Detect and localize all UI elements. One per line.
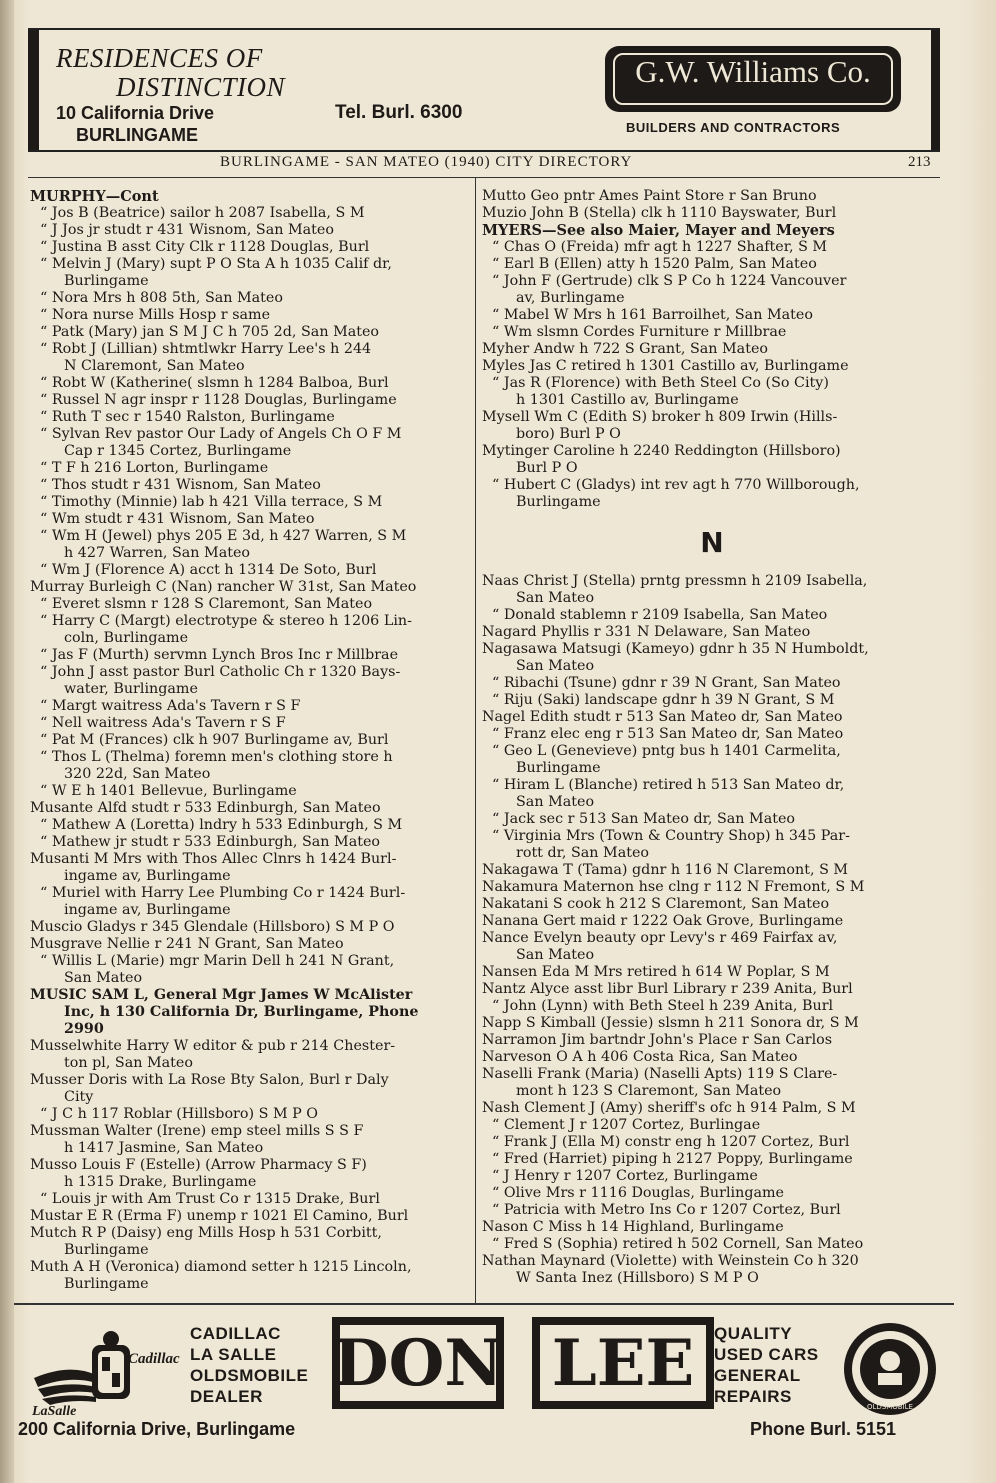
directory-entry xyxy=(482,777,942,811)
directory-entry xyxy=(482,1049,942,1066)
entry-text: “ Louis jr with Am Trust Co r 1315 Drake, Burl xyxy=(40,1191,380,1207)
entry-text: “ Nora nurse Mills Hosp r same xyxy=(40,307,271,323)
directory-entry xyxy=(30,239,470,256)
directory-entry xyxy=(30,885,470,919)
entry-continuation: N Claremont, San Mateo xyxy=(64,358,245,374)
directory-entry xyxy=(482,743,942,777)
entry-text: “ Mabel W Mrs h 161 Barroilhet, San Mateo xyxy=(492,307,813,323)
directory-entry xyxy=(482,573,942,607)
service-line: USED CARS xyxy=(714,1345,819,1364)
directory-entry xyxy=(482,1032,942,1049)
ad-left-block xyxy=(56,44,376,146)
dealer-line: CADILLAC xyxy=(190,1324,281,1343)
entry-continuation: San Mateo xyxy=(516,794,595,810)
ad-right-bar xyxy=(931,30,940,150)
entry-continuation: rott dr, San Mateo xyxy=(516,845,650,861)
service-line: GENERAL xyxy=(714,1366,801,1385)
entry-continuation: San Mateo xyxy=(516,658,595,674)
entry-continuation: Burl P O xyxy=(516,460,578,476)
directory-entry xyxy=(30,1038,470,1072)
entry-continuation: Burlingame xyxy=(64,273,149,289)
directory-entry xyxy=(482,443,942,477)
dealer-line: DEALER xyxy=(190,1387,263,1406)
entry-text: “ Jas F (Murth) servmn Lynch Bros Inc r Millbrae xyxy=(40,647,399,663)
entry-text: Mytinger Caroline h 2240 Reddington (Hillsboro) xyxy=(482,443,841,459)
directory-entry xyxy=(482,358,942,375)
entry-text: “ Mathew A (Loretta) lndry h 533 Edinburgh, S M xyxy=(40,817,403,833)
directory-entry xyxy=(482,641,942,675)
entry-text: “ John (Lynn) with Beth Steel h 239 Anita, Burl xyxy=(492,998,834,1014)
section-letter: N xyxy=(700,526,724,559)
dealer-address: 200 California Drive, Burlingame xyxy=(18,1419,296,1439)
entry-text: Nance Evelyn beauty opr Levy's r 469 Fairfax av, xyxy=(482,930,838,946)
directory-entry xyxy=(30,460,470,477)
entry-text: “ Muriel with Harry Lee Plumbing Co r 1424 Burl- xyxy=(40,885,406,901)
directory-entry xyxy=(482,1134,942,1151)
entry-text: “ Robt W (Katherine( slsmn h 1284 Balboa, Burl xyxy=(40,375,389,391)
directory-entry xyxy=(30,1208,470,1225)
entry-text: Nansen Eda M Mrs retired h 614 W Poplar, S M xyxy=(482,964,830,980)
company-name: G.W. Williams Co. xyxy=(635,54,871,89)
directory-entry xyxy=(30,1259,470,1293)
entry-text: “ Thos L (Thelma) foremn men's clothing store h xyxy=(40,749,393,765)
entry-text: “ Timothy (Minnie) lab h 421 Villa terrace, S M xyxy=(40,494,383,510)
entry-continuation: Burlingame xyxy=(516,494,601,510)
entry-text: Musselwhite Harry W editor & pub r 214 Chester- xyxy=(30,1038,396,1054)
entry-text: MUSIC SAM L, General Mgr James W McAlister xyxy=(30,987,413,1003)
top-advertisement xyxy=(28,28,940,152)
dealer-line: OLDSMOBILE xyxy=(190,1366,309,1385)
entry-text: “ Clement J r 1207 Cortez, Burlingae xyxy=(492,1117,761,1133)
entry-continuation: ton pl, San Mateo xyxy=(64,1055,193,1071)
directory-entry xyxy=(482,1168,942,1185)
company-logo xyxy=(605,46,901,112)
directory-entry xyxy=(30,579,470,596)
directory-entry xyxy=(30,664,470,698)
directory-entry xyxy=(482,1236,942,1253)
entry-text: “ Wm studt r 431 Wisnom, San Mateo xyxy=(40,511,315,527)
directory-entry xyxy=(30,307,470,324)
entry-continuation: av, Burlingame xyxy=(516,290,625,306)
ad-address: 10 California Drive xyxy=(56,103,215,123)
directory-entry xyxy=(30,817,470,834)
directory-entry xyxy=(30,1225,470,1259)
directory-entry xyxy=(482,828,942,862)
directory-entry xyxy=(30,256,470,290)
directory-entry xyxy=(30,783,470,800)
company-tagline: BUILDERS AND CONTRACTORS xyxy=(626,120,841,135)
directory-entry xyxy=(30,613,470,647)
entry-text: Narramon Jim bartndr John's Place r San Carlos xyxy=(482,1032,833,1048)
entry-text: “ Justina B asst City Clk r 1128 Douglas, Burl xyxy=(40,239,370,255)
entry-text: “ Sylvan Rev pastor Our Lady of Angels Ch O F M xyxy=(40,426,402,442)
directory-entry xyxy=(482,1066,942,1100)
directory-entry xyxy=(30,1191,470,1208)
entry-continuation: Burlingame xyxy=(64,1276,149,1292)
directory-entry xyxy=(30,749,470,783)
right-column xyxy=(482,188,942,1287)
entry-text: Myher Andw h 722 S Grant, San Mateo xyxy=(482,341,769,357)
directory-entry xyxy=(30,732,470,749)
entry-text: “ Olive Mrs r 1116 Douglas, Burlingame xyxy=(492,1185,785,1201)
running-head: BURLINGAME - SAN MATEO (1940) CITY DIRECTORY xyxy=(220,154,633,170)
entry-text: “ Thos studt r 431 Wisnom, San Mateo xyxy=(40,477,321,493)
directory-entry xyxy=(482,477,942,511)
entry-text: “ Riju (Saki) landscape gdnr h 39 N Grant, S M xyxy=(492,692,835,708)
directory-entry xyxy=(30,1123,470,1157)
entry-text: “ Robt J (Lillian) shtmtlwkr Harry Lee's h 244 xyxy=(40,341,372,357)
entry-continuation: City xyxy=(64,1089,94,1105)
entry-text: Musser Doris with La Rose Bty Salon, Burl r Daly xyxy=(30,1072,389,1088)
entry-text: “ T F h 216 Lorton, Burlingame xyxy=(40,460,269,476)
directory-entry xyxy=(30,494,470,511)
directory-entry xyxy=(30,698,470,715)
entry-text: Nantz Alyce asst libr Burl Library r 239 Anita, Burl xyxy=(482,981,853,997)
entry-continuation: ingame av, Burlingame xyxy=(64,902,231,918)
entry-continuation: Burlingame xyxy=(516,760,601,776)
entry-text: “ Patricia with Metro Ins Co r 1207 Cortez, Burl xyxy=(492,1202,841,1218)
entry-text: “ Wm H (Jewel) phys 205 E 3d, h 427 Warren, S M xyxy=(40,528,407,544)
cadillac-logo-text: Cadillac xyxy=(128,1351,180,1367)
entry-text: Musgrave Nellie r 241 N Grant, San Mateo xyxy=(30,936,344,952)
directory-entry xyxy=(30,562,470,579)
entry-text: Nakamura Maternon hse clng r 112 N Fremont, S M xyxy=(482,879,865,895)
entry-text: “ Willis L (Marie) mgr Marin Dell h 241 N Grant, xyxy=(40,953,395,969)
entry-text: “ Pat M (Frances) clk h 907 Burlingame av, Burl xyxy=(40,732,389,748)
entry-text: “ Melvin J (Mary) supt P O Sta A h 1035 Calif dr, xyxy=(40,256,392,272)
directory-entry xyxy=(30,1072,470,1106)
entry-text: Muth A H (Veronica) diamond setter h 1215 Lincoln, xyxy=(30,1259,412,1275)
entry-text: Musso Louis F (Estelle) (Arrow Pharmacy S F) xyxy=(30,1157,367,1173)
entry-continuation: boro) Burl P O xyxy=(516,426,621,442)
entry-text: Nanana Gert maid r 1222 Oak Grove, Burlingame xyxy=(482,913,844,929)
directory-entry xyxy=(482,709,942,726)
entry-text: “ Margt waitress Ada's Tavern r S F xyxy=(40,698,301,714)
directory-entry xyxy=(482,1219,942,1236)
entry-continuation: h 1315 Drake, Burlingame xyxy=(64,1174,257,1190)
entry-continuation: water, Burlingame xyxy=(64,681,198,697)
entry-text: Mussman Walter (Irene) emp steel mills S S F xyxy=(30,1123,364,1139)
entry-text: Nason C Miss h 14 Highland, Burlingame xyxy=(482,1219,784,1235)
entry-text: “ Chas O (Freida) mfr agt h 1227 Shafter, S M xyxy=(492,239,828,255)
entry-text: “ Everet slsmn r 128 S Claremont, San Mateo xyxy=(40,596,373,612)
entry-text: Musante Alfd studt r 533 Edinburgh, San Mateo xyxy=(30,800,381,816)
directory-entry xyxy=(482,624,942,641)
column-divider xyxy=(475,178,476,1303)
entry-text: Nash Clement J (Amy) sheriff's ofc h 914 Palm, S M xyxy=(482,1100,856,1116)
entry-text: Mutch R P (Daisy) eng Mills Hosp h 531 Corbitt, xyxy=(30,1225,382,1241)
left-column xyxy=(30,188,470,1293)
directory-entry xyxy=(482,964,942,981)
directory-entry xyxy=(482,879,942,896)
entry-continuation: W Santa Inez (Hillsboro) S M P O xyxy=(516,1270,759,1286)
directory-entry xyxy=(30,511,470,528)
directory-entry xyxy=(30,477,470,494)
entry-text: “ J Henry r 1207 Cortez, Burlingame xyxy=(492,1168,758,1184)
entry-text: “ J Jos jr studt r 431 Wisnom, San Mateo xyxy=(40,222,334,238)
page-number: 213 xyxy=(908,154,931,170)
entry-text: Nagasawa Matsugi (Kameyo) gdnr h 35 N Humboldt, xyxy=(482,641,869,657)
entry-text: Narveson O A h 406 Costa Rica, San Mateo xyxy=(482,1049,798,1065)
entry-text: “ Jos B (Beatrice) sailor h 2087 Isabella, S M xyxy=(40,205,365,221)
directory-entry xyxy=(482,1253,942,1287)
directory-entry xyxy=(482,324,942,341)
service-line: QUALITY xyxy=(714,1324,793,1343)
cadillac-lasalle-logo xyxy=(30,1323,190,1418)
entry-text: “ Nell waitress Ada's Tavern r S F xyxy=(40,715,286,731)
directory-entry xyxy=(482,273,942,307)
directory-entry xyxy=(482,1015,942,1032)
directory-entry xyxy=(30,222,470,239)
entry-text: “ Fred (Harriet) piping h 2127 Poppy, Burlingame xyxy=(492,1151,853,1167)
directory-entry xyxy=(482,205,942,222)
directory-entry xyxy=(30,1157,470,1191)
entry-text: Mutto Geo pntr Ames Paint Store r San Bruno xyxy=(482,188,817,204)
directory-entry xyxy=(30,919,470,936)
directory-entry xyxy=(482,896,942,913)
page-binding xyxy=(0,0,14,1483)
entry-text: Nakagawa T (Tama) gdnr h 116 N Claremont, S M xyxy=(482,862,849,878)
directory-entry xyxy=(482,1100,942,1117)
ad-city: BURLINGAME xyxy=(76,125,198,145)
directory-entry xyxy=(482,1117,942,1134)
entry-text: “ Ribachi (Tsune) gdnr r 39 N Grant, San Mateo xyxy=(492,675,841,691)
directory-entry xyxy=(482,1185,942,1202)
entry-text: Naas Christ J (Stella) prntg pressmn h 2109 Isabella, xyxy=(482,573,868,589)
dealer-lines xyxy=(190,1323,308,1407)
entry-continuation: Cap r 1345 Cortez, Burlingame xyxy=(64,443,292,459)
entry-continuation: Burlingame xyxy=(64,1242,149,1258)
directory-entry xyxy=(30,426,470,460)
directory-entry xyxy=(30,800,470,817)
entry-text: Naselli Frank (Maria) (Naselli Apts) 119 S Clare- xyxy=(482,1066,838,1082)
ad-headline-2: DISTINCTION xyxy=(116,72,286,102)
service-line: REPAIRS xyxy=(714,1387,792,1406)
entry-continuation: coln, Burlingame xyxy=(64,630,189,646)
directory-entry xyxy=(482,811,942,828)
surname-heading xyxy=(30,188,470,205)
directory-entry xyxy=(482,239,942,256)
directory-entry xyxy=(30,953,470,987)
bottom-advertisement xyxy=(14,1305,954,1470)
directory-entry xyxy=(482,726,942,743)
directory-entry xyxy=(482,981,942,998)
entry-continuation: Inc, h 130 California Dr, Burlingame, Phone 2990 xyxy=(64,1004,419,1037)
directory-entry xyxy=(30,834,470,851)
entry-text: “ Hiram L (Blanche) retired h 513 San Mateo dr, xyxy=(492,777,845,793)
directory-entry xyxy=(482,341,942,358)
directory-entry xyxy=(482,1202,942,1219)
entry-text: “ J C h 117 Roblar (Hillsboro) S M P O xyxy=(40,1106,319,1122)
directory-entry xyxy=(482,375,942,409)
oldsmobile-logo-text: OLDSMOBILE xyxy=(867,1403,913,1411)
entry-continuation: San Mateo xyxy=(516,947,595,963)
entry-continuation: San Mateo xyxy=(516,590,595,606)
directory-entry xyxy=(482,607,942,624)
directory-entry xyxy=(482,930,942,964)
entry-text: “ Harry C (Margt) electrotype & stereo h 1206 Lin- xyxy=(40,613,412,629)
entry-text: “ Geo L (Genevieve) pntg bus h 1401 Carmelita, xyxy=(492,743,841,759)
surname-heading xyxy=(482,222,942,239)
directory-entry xyxy=(482,998,942,1015)
entry-continuation: mont h 123 S Claremont, San Mateo xyxy=(516,1083,782,1099)
directory-entry xyxy=(30,851,470,885)
entry-text: Myles Jas C retired h 1301 Castillo av, Burlingame xyxy=(482,358,849,374)
entry-continuation: h 427 Warren, San Mateo xyxy=(64,545,251,561)
ad-left-bar xyxy=(28,30,39,150)
entry-text: Murray Burleigh C (Nan) rancher W 31st, San Mateo xyxy=(30,579,417,595)
entry-text: “ Russel N agr inspr r 1128 Douglas, Burlingame xyxy=(40,392,397,408)
entry-text: Muzio John B (Stella) clk h 1110 Bayswater, Burl xyxy=(482,205,837,221)
entry-text: “ Franz elec eng r 513 San Mateo dr, San Mateo xyxy=(492,726,844,742)
entry-text: “ Virginia Mrs (Town & Country Shop) h 345 Par- xyxy=(492,828,850,844)
lasalle-logo-text: LaSalle xyxy=(32,1404,77,1418)
entry-text: “ W E h 1401 Bellevue, Burlingame xyxy=(40,783,297,799)
entry-text: “ Frank J (Ella M) constr eng h 1207 Cortez, Burl xyxy=(492,1134,850,1150)
entry-continuation: h 1417 Jasmine, San Mateo xyxy=(64,1140,264,1156)
directory-entry xyxy=(30,647,470,664)
brand-part-2: LEE xyxy=(551,1326,695,1401)
entry-text: Muscio Gladys r 345 Glendale (Hillsboro) S M P O xyxy=(30,919,395,935)
entry-text: MURPHY—Cont xyxy=(30,188,159,205)
entry-text: “ Jas R (Florence) with Beth Steel Co (So City) xyxy=(492,375,829,391)
directory-entry xyxy=(482,692,942,709)
directory-entry xyxy=(30,936,470,953)
entry-text: Mustar E R (Erma F) unemp r 1021 El Camino, Burl xyxy=(30,1208,409,1224)
entry-text: “ John F (Gertrude) clk S P Co h 1224 Vancouver xyxy=(492,273,847,289)
directory-entry xyxy=(30,324,470,341)
entry-text: MYERS—See also Maier, Mayer and Meyers xyxy=(482,222,835,239)
dealer-line: LA SALLE xyxy=(190,1345,277,1364)
ad-telephone: Tel. Burl. 6300 xyxy=(335,102,463,123)
directory-entry xyxy=(30,409,470,426)
entry-text: “ Wm slsmn Cordes Furniture r Millbrae xyxy=(492,324,787,340)
entry-text: Nagel Edith studt r 513 San Mateo dr, San Mateo xyxy=(482,709,843,725)
directory-entry xyxy=(482,862,942,879)
directory-entry xyxy=(30,987,470,1038)
directory-entry xyxy=(482,307,942,324)
ad-headline-1: RESIDENCES OF xyxy=(56,43,263,73)
entry-text: “ Jack sec r 513 San Mateo dr, San Mateo xyxy=(492,811,796,827)
directory-entry xyxy=(30,341,470,375)
entry-text: “ Donald stablemn r 2109 Isabella, San Mateo xyxy=(492,607,828,623)
entry-text: “ Mathew jr studt r 533 Edinburgh, San Mateo xyxy=(40,834,381,850)
entry-continuation: ingame av, Burlingame xyxy=(64,868,231,884)
directory-entry xyxy=(30,596,470,613)
dealer-phone: Phone Burl. 5151 xyxy=(750,1419,897,1439)
directory-entry xyxy=(30,375,470,392)
entry-continuation: San Mateo xyxy=(64,970,143,986)
entry-text: “ Patk (Mary) jan S M J C h 705 2d, San Mateo xyxy=(40,324,380,340)
entry-text: Musanti M Mrs with Thos Allec Clnrs h 1424 Burl- xyxy=(30,851,397,867)
directory-entry xyxy=(482,1151,942,1168)
directory-entry xyxy=(30,290,470,307)
entry-continuation: 320 22d, San Mateo xyxy=(64,766,211,782)
entry-text: “ Wm J (Florence A) acct h 1314 De Soto, Burl xyxy=(40,562,377,578)
directory-entry xyxy=(482,188,942,205)
entry-text: Nagard Phyllis r 331 N Delaware, San Mateo xyxy=(482,624,811,640)
directory-entry xyxy=(482,256,942,273)
directory-entry xyxy=(482,913,942,930)
entry-text: Nakatani S cook h 212 S Claremont, San Mateo xyxy=(482,896,830,912)
directory-entry xyxy=(30,1106,470,1123)
directory-entry xyxy=(30,528,470,562)
entry-text: Nathan Maynard (Violette) with Weinstein Co h 320 xyxy=(482,1253,859,1269)
directory-entry xyxy=(30,392,470,409)
don-lee-logo xyxy=(322,1313,722,1413)
brand-part-1: DON xyxy=(333,1326,503,1401)
entry-text: Mysell Wm C (Edith S) broker h 809 Irwin (Hills- xyxy=(482,409,838,425)
entry-text: “ Earl B (Ellen) atty h 1520 Palm, San Mateo xyxy=(492,256,817,272)
entry-text: “ Ruth T sec r 1540 Ralston, Burlingame xyxy=(40,409,335,425)
entry-text: Napp S Kimball (Jessie) slsmn h 211 Sonora dr, S M xyxy=(482,1015,859,1031)
entry-text: “ Fred S (Sophia) retired h 502 Cornell, San Mateo xyxy=(492,1236,864,1252)
header-rule xyxy=(28,177,940,178)
service-lines xyxy=(714,1323,819,1407)
directory-entry xyxy=(30,205,470,222)
directory-entry xyxy=(482,409,942,443)
entry-text: “ Hubert C (Gladys) int rev agt h 770 Willborough, xyxy=(492,477,860,493)
oldsmobile-logo xyxy=(842,1321,938,1417)
entry-text: “ John J asst pastor Burl Catholic Ch r 1320 Bays- xyxy=(40,664,401,680)
directory-entry xyxy=(30,715,470,732)
entry-continuation: h 1301 Castillo av, Burlingame xyxy=(516,392,739,408)
entry-text: “ Nora Mrs h 808 5th, San Mateo xyxy=(40,290,283,306)
directory-entry xyxy=(482,675,942,692)
